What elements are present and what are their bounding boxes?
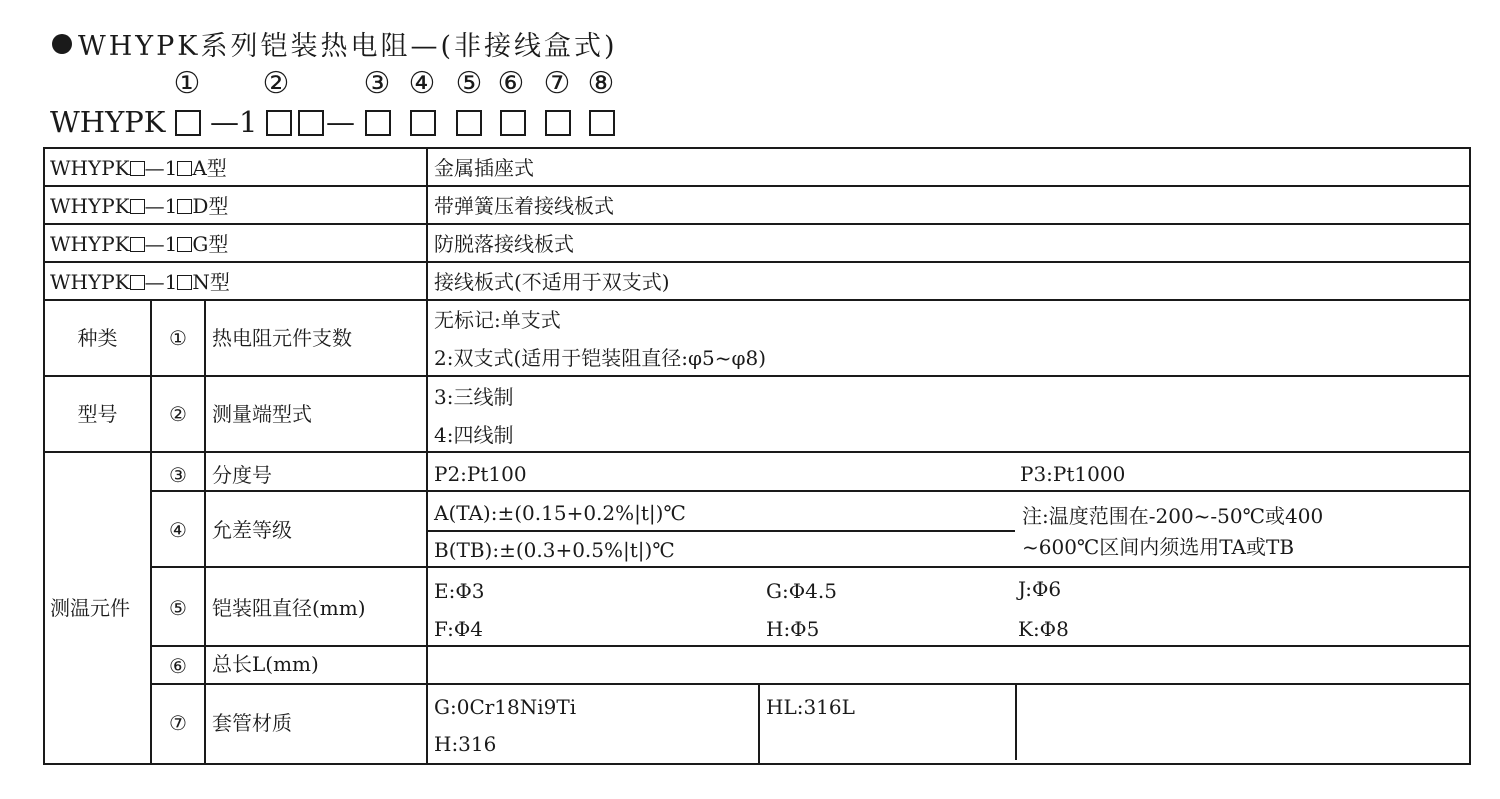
diameter-num: ⑤ [169, 596, 187, 620]
type-n-box-2 [177, 275, 192, 290]
tolerance-num: ④ [169, 518, 187, 542]
type-g-box-1 [130, 237, 145, 252]
model-type-category: 型号 [77, 402, 118, 426]
kind-num: ① [169, 326, 187, 350]
graduation-label: 分度号 [212, 463, 272, 487]
diameter-option-k: K:Φ8 [1018, 617, 1069, 641]
graduation-option-p3: P3:Pt1000 [1020, 462, 1126, 486]
element-category: 测温元件 [50, 596, 130, 620]
type-d-box-2 [177, 199, 192, 214]
type-row-a-model: WHYPK —1 A型 [50, 156, 227, 180]
tolerance-option-a: A(TA):±(0.15+0.2%|t|)℃ [434, 501, 686, 525]
material-num: ⑦ [169, 711, 187, 735]
type-row-d-model: WHYPK —1 D型 [50, 194, 229, 218]
length-label: 总长L(mm) [212, 652, 319, 676]
type-row-g-model: WHYPK —1 G型 [50, 232, 229, 256]
model-code-dash: — [326, 105, 355, 139]
code-number-2: ② [262, 66, 290, 101]
diameter-option-f: F:Φ4 [434, 617, 484, 641]
title-text: WHYPK系列铠装热电阻—(非接线盒式) [78, 31, 618, 62]
code-number-6: ⑥ [497, 66, 525, 101]
type-n-box-1 [130, 275, 145, 290]
type-a-box-2 [177, 161, 192, 176]
type-row-d-desc: 带弹簧压着接线板式 [434, 194, 614, 218]
type-row-n-model: WHYPK —1 N型 [50, 270, 230, 294]
code-number-8: ⑧ [587, 66, 615, 101]
diameter-option-g: G:Φ4.5 [766, 579, 837, 603]
tolerance-label: 允差等级 [212, 518, 292, 542]
code-number-7: ⑦ [543, 66, 571, 101]
type-d-box-1 [130, 199, 145, 214]
type-g-box-2 [177, 237, 192, 252]
model-type-option-3: 3:三线制 [434, 385, 514, 409]
type-a-box-1 [130, 161, 145, 176]
graduation-num: ③ [169, 463, 187, 487]
material-option-hl: HL:316L [766, 695, 855, 719]
material-label: 套管材质 [212, 711, 292, 735]
code-number-4: ④ [408, 66, 436, 101]
type-row-a-desc: 金属插座式 [434, 156, 534, 180]
kind-option-double: 2:双支式(适用于铠装阻直径:φ5~φ8) [434, 346, 767, 370]
material-option-h: H:316 [434, 732, 497, 756]
model-code-mid: —1 [210, 105, 258, 139]
tolerance-option-b: B(TB):±(0.3+0.5%|t|)℃ [434, 538, 675, 562]
model-code-prefix: WHYPK [50, 105, 166, 139]
kind-category: 种类 [77, 326, 118, 350]
type-row-n-desc: 接线板式(不适用于双支式) [434, 270, 670, 294]
diameter-option-j: J:Φ6 [1018, 577, 1062, 601]
diameter-option-h: H:Φ5 [766, 617, 820, 641]
model-type-option-4: 4:四线制 [434, 423, 514, 447]
diameter-label: 铠装阻直径(mm) [212, 596, 366, 620]
code-number-3: ③ [363, 66, 391, 101]
graduation-option-p2: P2:Pt100 [434, 462, 527, 486]
diameter-option-e: E:Φ3 [434, 579, 485, 603]
length-num: ⑥ [169, 654, 187, 678]
model-type-num: ② [169, 402, 187, 426]
kind-option-single: 无标记:单支式 [434, 308, 561, 332]
material-option-g: G:0Cr18Ni9Ti [434, 695, 577, 719]
code-number-1: ① [173, 66, 201, 101]
code-number-5: ⑤ [455, 66, 483, 101]
tolerance-note-line-1: 注:温度范围在-200~-50℃或400 [1022, 504, 1324, 528]
tolerance-note-line-2: ~600℃区间内须选用TA或TB [1022, 535, 1295, 559]
type-row-g-desc: 防脱落接线板式 [434, 232, 574, 256]
model-type-label: 测量端型式 [212, 402, 312, 426]
kind-label: 热电阻元件支数 [212, 326, 352, 350]
